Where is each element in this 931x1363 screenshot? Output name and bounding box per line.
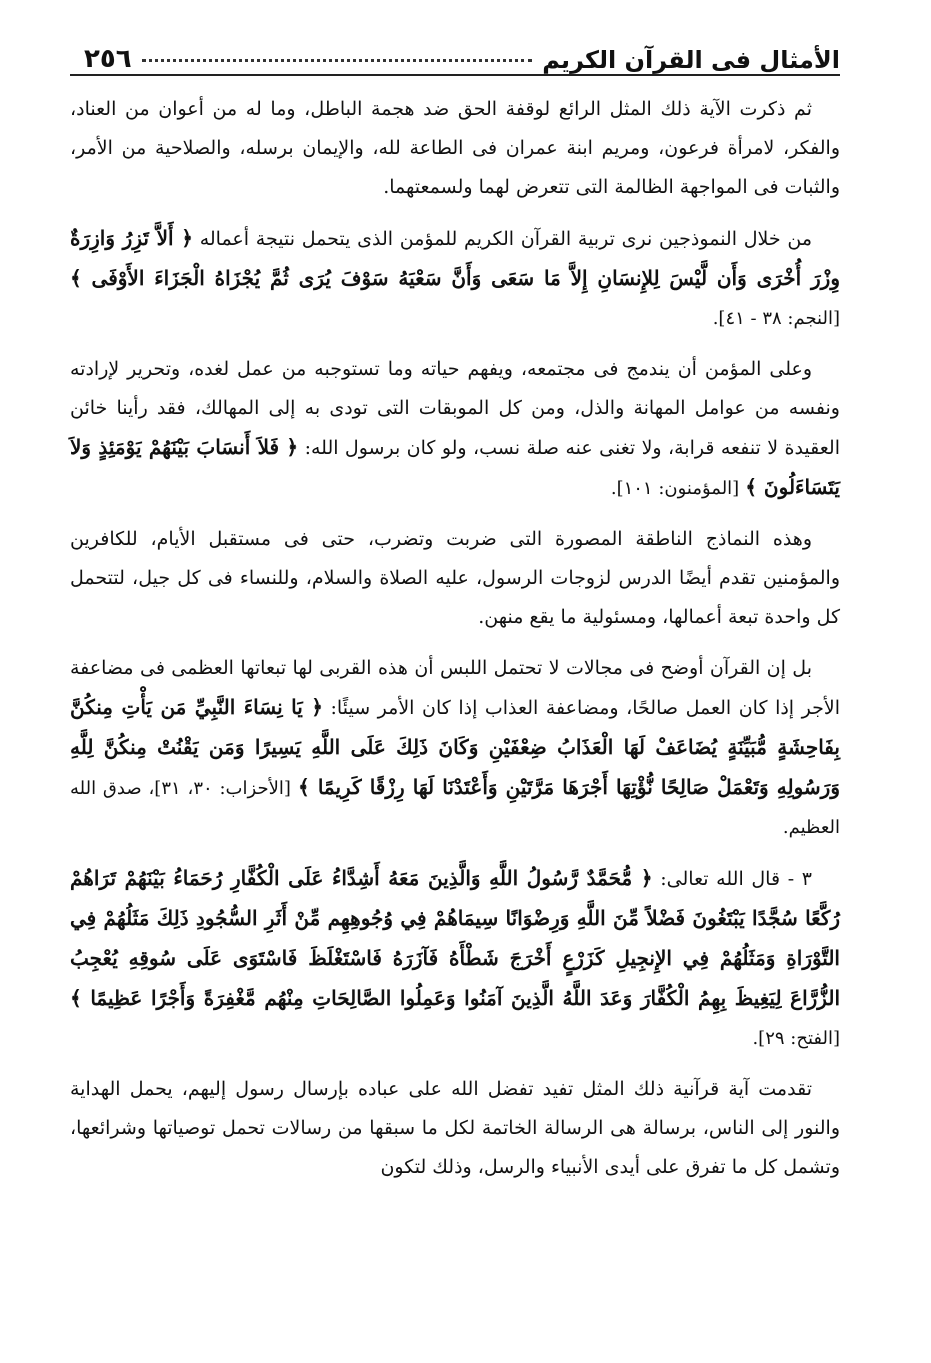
paragraph-6 [70,859,840,1058]
verse-reference-najm: [النجم: ٣٨ - ٤١]. [712,308,840,329]
paragraph-4: وهذه النماذج الناطقة المصورة التى ضربت وتضرب، حتى فى مستقبل الأيام، للكافرين والمؤمنين تقدم أيضًا الدرس لزوجات الرسول، عليه الصلاة والسلام، وللنساء فى كل جيل، لتتحمل كل واحدة تبعة أعمالها، ومسئولية ما يقع منهن. [70,528,840,628]
paragraph-3 [70,350,840,508]
paragraph-6-text: ٣ - قال الله تعالى: [660,868,813,890]
quran-verse-najm: ﴿ أَلاَّ تَزِرُ وَازِرَةٌ وِزْرَ أُخْرَى وَأَن لَّيْسَ لِلإِنسَانِ إِلاَّ مَا سَعَى وَأَنَّ سَعْيَهُ سَوْفَ يُرَى ثُمَّ يُجْزَاهُ الْجَزَاءَ الأَوْفَى ﴾ [70,226,840,290]
header-dotted-leader [142,57,533,62]
paragraph-1: ثم ذكرت الآية ذلك المثل الرائع لوقفة الحق ضد هجمة الباطل، وما له من أعوان من العناد، والفكر، لامرأة فرعون، ومريم ابنة عمران فى الطاعة لله، والإيمان برسله، والصلاحية من الأمر، والثبات فى المواجهة الظالمة التى تتعرض لهما ولسمعتهما. [70,98,840,198]
verse-reference-ahzab: [الأحزاب: ٣٠، ٣١]، صدق الله العظيم. [70,778,840,838]
paragraph-2-text: من خلال النموذجين نرى تربية القرآن الكريم للمؤمن الذى يتحمل نتيجة أعماله [199,228,812,250]
quran-verse-ahzab: ﴿ يَا نِسَاءَ النَّبِيِّ مَن يَأْتِ مِنكُنَّ بِفَاحِشَةٍ مُّبَيِّنَةٍ يُضَاعَفْ لَهَا الْعَذَابُ ضِعْفَيْنِ وَكَانَ ذَلِكَ عَلَى اللَّهِ يَسِيرًا وَمَن يَقْنُتْ مِنكُنَّ لِلَّهِ وَرَسُولِهِ وَتَعْمَلْ صَالِحًا نُّؤْتِهَا أَجْرَهَا مَرَّتَيْنِ وَأَعْتَدْنَا لَهَا رِزْقًا كَرِيمًا ﴾ [70,695,840,799]
verse-reference-muminun: [المؤمنون: ١٠١]. [610,478,740,499]
verse-reference-fath: [الفتح: ٢٩]. [752,1028,840,1049]
quran-verse-fath: ﴿ مُّحَمَّدٌ رَّسُولُ اللَّهِ وَالَّذِينَ مَعَهُ أَشِدَّاءُ عَلَى الْكُفَّارِ رُحَمَاءُ بَيْنَهُمْ تَرَاهُمْ رُكَّعًا سُجَّدًا يَبْتَغُونَ فَضْلاً مِّنَ اللَّهِ وَرِضْوَانًا سِيمَاهُمْ فِي وُجُوهِهِم مِّنْ أَثَرِ السُّجُودِ ذَلِكَ مَثَلُهُمْ فِي التَّوْرَاةِ وَمَثَلُهُمْ فِي الإِنجِيلِ كَزَرْعٍ أَخْرَجَ شَطْأَهُ فَآزَرَهُ فَاسْتَغْلَظَ فَاسْتَوَى عَلَى سُوقِهِ يُعْجِبُ الزُّرَّاعَ لِيَغِيظَ بِهِمُ الْكُفَّارَ وَعَدَ اللَّهُ الَّذِينَ آمَنُوا وَعَمِلُوا الصَّالِحَاتِ مِنْهُم مَّغْفِرَةً وَأَجْرًا عَظِيمًا ﴾ [70,866,840,1010]
paragraph-5-text: بل إن القرآن أوضح فى مجالات لا تحتمل اللبس أن هذه القربى لها تبعاتها العظمى فى مضاعفة الأجر إذا كان العمل صالحًا، ومضاعفة العذاب إذا كان الأمر سيئًا: [70,657,840,719]
paragraph-5 [70,649,840,847]
paragraph-2 [70,219,840,338]
paragraph-7: تقدمت آية قرآنية ذلك المثل تفيد تفضل الله على عباده بإرسال رسول إليهم، يحمل الهداية والنور إلى الناس، برسالة هى الرسالة الخاتمة لكل ما سبقها من رسالات تحمل توصياتها وشرائعها، وتشمل كل ما تفرق على أيدى الأنبياء والرسل، وذلك لتكون [70,1078,840,1178]
page-header [70,28,840,76]
running-title: الأمثال فى القرآن الكريم [542,46,840,74]
document-page [70,28,840,1338]
quran-verse-muminun: ﴿ فَلاَ أَنسَابَ بَيْنَهُمْ يَوْمَئِذٍ وَلاَ يَتَسَاءَلُونَ ﴾ [70,435,840,499]
paragraph-3-text: وعلى المؤمن أن يندمج فى مجتمعه، ويفهم حياته وما تستوجبه من عمل لغده، وتحرير لإرادته ونفسه من عوامل المهانة والذل، ومن كل الموبقات التى تودى به إلى المهالك، فقد رأينا خائن العقيدة لا تنفعه قرابة، ولا تغنى عنه صلة نسب، ولو كان برسول الله: [70,358,840,459]
page-number: ٢٥٦ [84,44,132,74]
